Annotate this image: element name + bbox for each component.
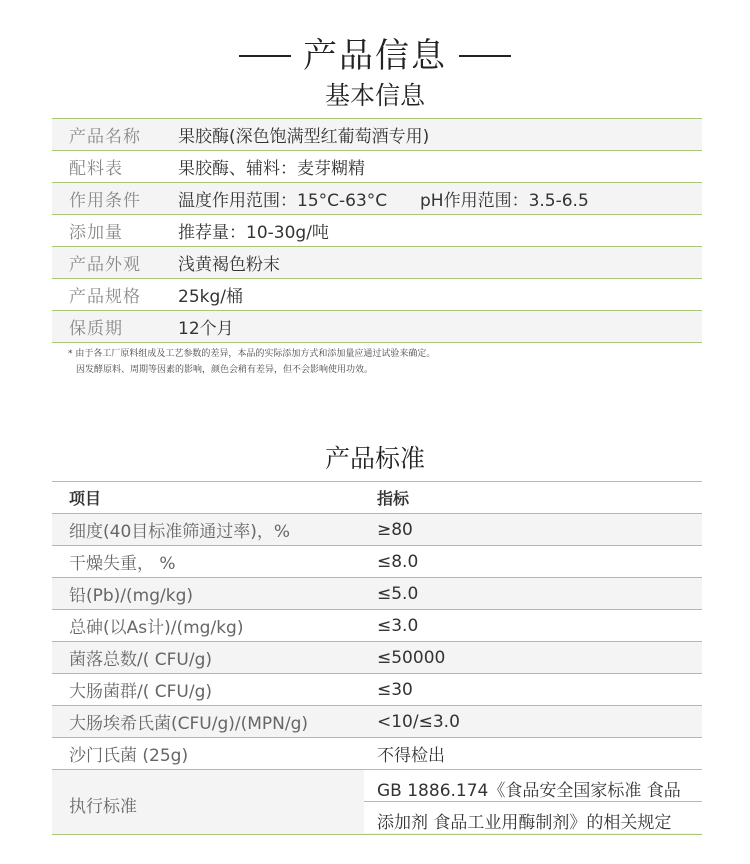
std-item: 铅(Pb)/(mg/kg) [69,586,194,606]
title-text: 产品信息 [303,36,447,76]
info-row-dosage [52,215,702,247]
header-item: 项目 [69,489,102,508]
info-label: 保质期 [69,319,123,339]
std-item: 菌落总数/( CFU/g) [69,650,213,670]
info-label: 作用条件 [69,191,141,211]
info-value-ph: pH作用范围：3.5-6.5 [420,191,589,211]
title-dash-right [459,55,511,57]
std-value: ≤50000 [377,647,446,668]
footnote-line-1: * 由于各工厂原料组成及工艺参数的差异，本品的实际添加方式和添加量应通过试验来确定。 [68,349,436,359]
standard-table [52,481,702,835]
exec-line-1: GB 1886.174《食品安全国家标准 食品 [377,781,681,801]
table-row [52,642,702,674]
table-row [52,578,702,610]
table-row [52,546,702,578]
std-item: 总砷(以As计)/(mg/kg) [69,618,244,638]
std-item: 细度(40目标准筛通过率)，% [69,522,291,542]
info-value: 浅黄褐色粉末 [178,255,280,275]
title-dash-left [239,55,291,57]
table-row [52,706,702,738]
std-item: 大肠菌群/( CFU/g) [69,682,213,702]
header-index: 指标 [377,489,410,508]
standard-header-row [52,481,702,514]
std-value: ≥80 [377,519,413,540]
info-label: 配料表 [69,159,123,179]
exec-line-1-cell [364,770,702,802]
std-value: ≤8.0 [377,551,419,572]
info-row-spec [52,279,702,311]
info-value: 果胶酶、辅料：麦芽糊精 [178,159,365,179]
info-row-shelf-life [52,311,702,343]
table-row [52,610,702,642]
std-value: 不得检出 [377,746,445,766]
footnote [68,346,435,378]
info-value: 25kg/桶 [178,287,243,307]
exec-line-2-cell [364,802,702,833]
exec-line-2: 添加剂 食品工业用酶制剂》的相关规定 [377,813,672,833]
std-value: ≤30 [377,679,413,700]
info-label: 产品名称 [69,127,141,147]
basic-info-heading: 基本信息 [324,81,425,110]
std-value: <10/≤3.0 [377,711,460,732]
info-value: 温度作用范围：15°C-63°C [178,191,388,211]
exec-label: 执行标准 [69,797,137,817]
table-row [52,738,702,770]
info-row-conditions [52,183,702,215]
info-row-name [52,118,702,151]
standard-heading: 产品标准 [324,444,425,473]
std-item: 大肠埃希氏菌(CFU/g)/(MPN/g) [69,714,309,734]
table-row [52,674,702,706]
info-label: 添加量 [69,223,123,243]
std-value: ≤3.0 [377,615,419,636]
basic-info-table [52,118,702,343]
info-value: 12个月 [178,319,234,339]
std-item: 干燥失重， % [69,554,176,574]
exec-standard-row [52,770,702,835]
table-row [52,514,702,546]
std-value: ≤5.0 [377,583,419,604]
info-value: 果胶酶(深色饱满型红葡萄酒专用) [178,127,430,147]
footnote-line-2: 因发酵原料、周期等因素的影响，颜色会稍有差异，但不会影响使用功效。 [76,365,374,375]
info-row-ingredients [52,151,702,183]
info-value: 推荐量：10-30g/吨 [178,223,329,243]
info-label: 产品规格 [69,287,141,307]
info-label: 产品外观 [69,255,141,275]
std-item: 沙门氏菌 (25g) [69,746,189,766]
info-row-appearance [52,247,702,279]
page-title [0,28,750,77]
